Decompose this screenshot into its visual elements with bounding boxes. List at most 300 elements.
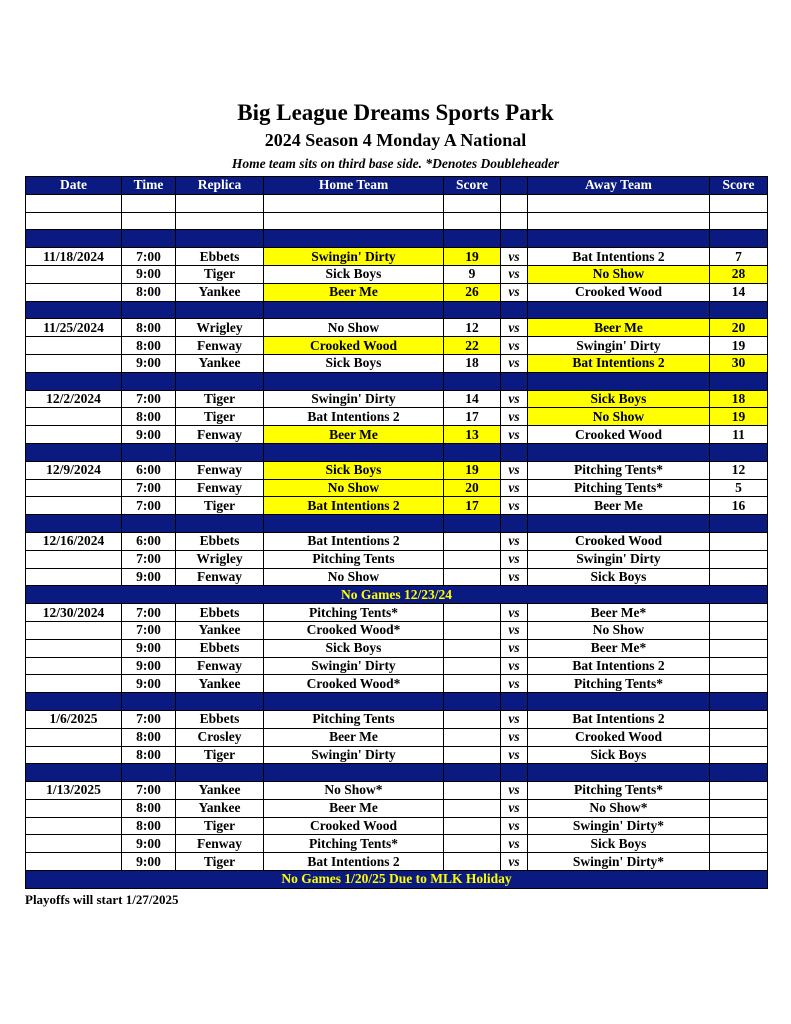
cell-home-score (444, 746, 501, 764)
cell-replica: Tiger (176, 408, 264, 426)
cell-away-team: No Show (528, 621, 710, 639)
game-row (26, 426, 768, 444)
cell-away-team: Swingin' Dirty* (528, 853, 710, 871)
game-row (26, 621, 768, 639)
schedule-note: Home team sits on third base side. *Denotes Doubleheader (231, 156, 560, 171)
cell-away-score: 7 (710, 248, 768, 266)
cell-date (26, 639, 122, 657)
separator-cell (528, 764, 710, 782)
cell-date (26, 675, 122, 693)
cell-time: 7:00 (122, 782, 176, 800)
separator-cell (501, 515, 528, 533)
cell-vs: vs (501, 835, 528, 853)
cell-time: 7:00 (122, 497, 176, 515)
cell-replica: Yankee (176, 283, 264, 301)
cell-time: 8:00 (122, 799, 176, 817)
cell-away-score: 5 (710, 479, 768, 497)
cell-date: 12/2/2024 (26, 390, 122, 408)
cell-date (26, 746, 122, 764)
cell-date (26, 497, 122, 515)
cell-time: 9:00 (122, 265, 176, 283)
separator-cell (122, 301, 176, 319)
cell-home-team: Pitching Tents (264, 710, 444, 728)
separator-cell (176, 230, 264, 248)
cell-time: 8:00 (122, 728, 176, 746)
cell-home-score (444, 675, 501, 693)
separator-row (26, 515, 768, 533)
page-title: Big League Dreams Sports Park (237, 100, 554, 125)
blank-cell (501, 212, 528, 230)
cell-home-team: Swingin' Dirty (264, 746, 444, 764)
cell-away-team: Crooked Wood (528, 728, 710, 746)
cell-away-team: Pitching Tents* (528, 461, 710, 479)
blank-cell (444, 212, 501, 230)
blank-cell (176, 194, 264, 212)
cell-home-score (444, 853, 501, 871)
cell-date: 11/18/2024 (26, 248, 122, 266)
cell-away-team: Swingin' Dirty (528, 337, 710, 355)
cell-home-score (444, 799, 501, 817)
header-date: Date (26, 177, 122, 195)
cell-replica: Yankee (176, 675, 264, 693)
cell-home-score (444, 621, 501, 639)
cell-time: 6:00 (122, 461, 176, 479)
cell-home-team: Pitching Tents* (264, 604, 444, 622)
cell-time: 7:00 (122, 621, 176, 639)
blank-row (26, 212, 768, 230)
separator-cell (122, 372, 176, 390)
cell-away-score: 11 (710, 426, 768, 444)
cell-replica: Tiger (176, 390, 264, 408)
separator-cell (176, 372, 264, 390)
game-row (26, 497, 768, 515)
cell-replica: Tiger (176, 817, 264, 835)
cell-vs: vs (501, 710, 528, 728)
game-row (26, 479, 768, 497)
cell-vs: vs (501, 337, 528, 355)
game-row (26, 550, 768, 568)
cell-date (26, 835, 122, 853)
separator-cell (444, 764, 501, 782)
cell-home-team: No Show (264, 568, 444, 586)
cell-home-team: Sick Boys (264, 639, 444, 657)
game-row (26, 835, 768, 853)
cell-time: 6:00 (122, 532, 176, 550)
cell-time: 7:00 (122, 550, 176, 568)
cell-home-score (444, 532, 501, 550)
cell-date: 11/25/2024 (26, 319, 122, 337)
cell-home-team: Swingin' Dirty (264, 657, 444, 675)
cell-home-team: Sick Boys (264, 265, 444, 283)
cell-away-team: Bat Intentions 2 (528, 354, 710, 372)
cell-home-score: 12 (444, 319, 501, 337)
cell-vs: vs (501, 354, 528, 372)
game-row (26, 675, 768, 693)
cell-time: 7:00 (122, 479, 176, 497)
cell-home-team: Crooked Wood (264, 337, 444, 355)
footer-note: Playoffs will start 1/27/2025 (25, 892, 179, 907)
cell-away-team: Beer Me* (528, 604, 710, 622)
cell-replica: Fenway (176, 657, 264, 675)
separator-cell (122, 443, 176, 461)
separator-cell (444, 443, 501, 461)
cell-away-team: Sick Boys (528, 835, 710, 853)
cell-vs: vs (501, 568, 528, 586)
notice-row (26, 586, 768, 604)
cell-date (26, 568, 122, 586)
cell-away-team: Bat Intentions 2 (528, 657, 710, 675)
separator-row (26, 693, 768, 711)
cell-date (26, 550, 122, 568)
cell-vs: vs (501, 853, 528, 871)
table-header-row (26, 177, 768, 195)
separator-cell (26, 515, 122, 533)
cell-date (26, 408, 122, 426)
cell-away-score (710, 675, 768, 693)
cell-away-team: Swingin' Dirty (528, 550, 710, 568)
separator-cell (264, 301, 444, 319)
cell-away-score: 19 (710, 408, 768, 426)
separator-cell (26, 372, 122, 390)
cell-home-score (444, 550, 501, 568)
cell-vs: vs (501, 604, 528, 622)
cell-date (26, 426, 122, 444)
cell-replica: Wrigley (176, 550, 264, 568)
cell-home-team: Bat Intentions 2 (264, 497, 444, 515)
separator-cell (501, 301, 528, 319)
separator-cell (444, 230, 501, 248)
cell-home-score (444, 817, 501, 835)
game-row (26, 408, 768, 426)
cell-time: 7:00 (122, 390, 176, 408)
cell-home-team: Pitching Tents* (264, 835, 444, 853)
notice-row (26, 871, 768, 889)
cell-date (26, 337, 122, 355)
game-row (26, 817, 768, 835)
cell-home-team: Pitching Tents (264, 550, 444, 568)
cell-replica: Fenway (176, 568, 264, 586)
cell-time: 9:00 (122, 639, 176, 657)
cell-away-score (710, 746, 768, 764)
cell-time: 8:00 (122, 408, 176, 426)
cell-home-score: 20 (444, 479, 501, 497)
header-time: Time (122, 177, 176, 195)
cell-replica: Fenway (176, 426, 264, 444)
cell-away-team: Sick Boys (528, 568, 710, 586)
cell-vs: vs (501, 639, 528, 657)
separator-cell (710, 230, 768, 248)
game-row (26, 853, 768, 871)
cell-time: 7:00 (122, 248, 176, 266)
cell-vs: vs (501, 728, 528, 746)
cell-time: 7:00 (122, 710, 176, 728)
separator-cell (176, 693, 264, 711)
cell-replica: Tiger (176, 265, 264, 283)
cell-home-score (444, 835, 501, 853)
separator-cell (710, 693, 768, 711)
separator-cell (528, 372, 710, 390)
separator-cell (176, 443, 264, 461)
blank-cell (122, 194, 176, 212)
separator-cell (176, 301, 264, 319)
cell-vs: vs (501, 265, 528, 283)
header-away-score: Score (710, 177, 768, 195)
cell-replica: Fenway (176, 479, 264, 497)
cell-away-team: Bat Intentions 2 (528, 248, 710, 266)
cell-away-score (710, 568, 768, 586)
cell-date: 1/13/2025 (26, 782, 122, 800)
cell-away-team: Crooked Wood (528, 426, 710, 444)
separator-cell (264, 764, 444, 782)
cell-away-score: 16 (710, 497, 768, 515)
separator-cell (444, 372, 501, 390)
cell-replica: Ebbets (176, 532, 264, 550)
game-row (26, 728, 768, 746)
cell-time: 7:00 (122, 604, 176, 622)
cell-vs: vs (501, 746, 528, 764)
cell-time: 9:00 (122, 354, 176, 372)
cell-vs: vs (501, 426, 528, 444)
separator-cell (710, 515, 768, 533)
separator-cell (710, 764, 768, 782)
separator-cell (264, 230, 444, 248)
cell-home-team: Bat Intentions 2 (264, 853, 444, 871)
cell-date: 12/9/2024 (26, 461, 122, 479)
cell-vs: vs (501, 248, 528, 266)
cell-replica: Yankee (176, 799, 264, 817)
cell-time: 9:00 (122, 568, 176, 586)
header-away-team: Away Team (528, 177, 710, 195)
cell-time: 9:00 (122, 853, 176, 871)
separator-cell (528, 693, 710, 711)
cell-vs: vs (501, 479, 528, 497)
cell-away-team: No Show (528, 265, 710, 283)
cell-replica: Fenway (176, 835, 264, 853)
cell-home-score: 18 (444, 354, 501, 372)
separator-cell (710, 372, 768, 390)
cell-home-score (444, 728, 501, 746)
separator-cell (501, 372, 528, 390)
cell-date: 12/30/2024 (26, 604, 122, 622)
separator-row (26, 301, 768, 319)
cell-away-score (710, 853, 768, 871)
game-row (26, 710, 768, 728)
game-row (26, 568, 768, 586)
cell-vs: vs (501, 283, 528, 301)
cell-away-score (710, 657, 768, 675)
cell-home-score: 14 (444, 390, 501, 408)
cell-vs: vs (501, 319, 528, 337)
cell-home-team: Sick Boys (264, 354, 444, 372)
cell-home-score (444, 710, 501, 728)
cell-replica: Ebbets (176, 639, 264, 657)
cell-vs: vs (501, 799, 528, 817)
cell-away-score: 28 (710, 265, 768, 283)
separator-cell (444, 515, 501, 533)
cell-home-team: Beer Me (264, 283, 444, 301)
cell-away-team: Crooked Wood (528, 532, 710, 550)
cell-replica: Ebbets (176, 710, 264, 728)
blank-cell (710, 212, 768, 230)
cell-home-score: 26 (444, 283, 501, 301)
cell-away-score: 19 (710, 337, 768, 355)
separator-cell (501, 443, 528, 461)
cell-vs: vs (501, 390, 528, 408)
cell-away-team: Bat Intentions 2 (528, 710, 710, 728)
cell-home-score (444, 568, 501, 586)
cell-time: 8:00 (122, 283, 176, 301)
cell-date (26, 265, 122, 283)
game-row (26, 390, 768, 408)
cell-away-score (710, 621, 768, 639)
cell-away-score (710, 817, 768, 835)
notice-text: No Games 12/23/24 (26, 586, 768, 604)
cell-home-team: No Show (264, 479, 444, 497)
game-row (26, 461, 768, 479)
separator-row (26, 443, 768, 461)
cell-away-team: Swingin' Dirty* (528, 817, 710, 835)
cell-replica: Ebbets (176, 604, 264, 622)
blank-cell (26, 194, 122, 212)
cell-home-score (444, 782, 501, 800)
cell-away-team: Pitching Tents* (528, 675, 710, 693)
cell-away-score (710, 728, 768, 746)
cell-date: 12/16/2024 (26, 532, 122, 550)
blank-cell (176, 212, 264, 230)
separator-cell (122, 230, 176, 248)
cell-date (26, 799, 122, 817)
cell-date (26, 657, 122, 675)
separator-cell (26, 693, 122, 711)
cell-date (26, 621, 122, 639)
separator-cell (710, 301, 768, 319)
separator-cell (501, 230, 528, 248)
separator-cell (122, 515, 176, 533)
cell-home-score: 13 (444, 426, 501, 444)
cell-date (26, 479, 122, 497)
cell-date (26, 728, 122, 746)
blank-cell (528, 212, 710, 230)
cell-home-team: No Show (264, 319, 444, 337)
cell-time: 9:00 (122, 835, 176, 853)
cell-away-score (710, 532, 768, 550)
cell-vs: vs (501, 461, 528, 479)
cell-date (26, 354, 122, 372)
cell-replica: Tiger (176, 746, 264, 764)
game-row (26, 799, 768, 817)
header-home-team: Home Team (264, 177, 444, 195)
cell-away-score (710, 604, 768, 622)
cell-away-score (710, 639, 768, 657)
cell-away-score: 12 (710, 461, 768, 479)
cell-away-score: 18 (710, 390, 768, 408)
game-row (26, 354, 768, 372)
blank-cell (444, 194, 501, 212)
cell-home-score: 17 (444, 497, 501, 515)
cell-replica: Ebbets (176, 248, 264, 266)
separator-cell (264, 372, 444, 390)
cell-replica: Tiger (176, 497, 264, 515)
game-row (26, 319, 768, 337)
cell-home-team: Beer Me (264, 728, 444, 746)
separator-cell (444, 301, 501, 319)
cell-home-team: Beer Me (264, 426, 444, 444)
separator-cell (176, 764, 264, 782)
cell-replica: Yankee (176, 782, 264, 800)
separator-cell (444, 693, 501, 711)
separator-cell (528, 230, 710, 248)
cell-replica: Fenway (176, 337, 264, 355)
cell-home-team: Crooked Wood (264, 817, 444, 835)
separator-cell (264, 515, 444, 533)
game-row (26, 248, 768, 266)
separator-cell (26, 443, 122, 461)
cell-vs: vs (501, 408, 528, 426)
blank-cell (264, 212, 444, 230)
game-row (26, 604, 768, 622)
cell-away-score (710, 799, 768, 817)
cell-time: 8:00 (122, 337, 176, 355)
cell-replica: Crosley (176, 728, 264, 746)
blank-cell (26, 212, 122, 230)
cell-away-team: Beer Me (528, 497, 710, 515)
separator-cell (528, 515, 710, 533)
cell-time: 8:00 (122, 746, 176, 764)
game-row (26, 532, 768, 550)
separator-cell (501, 764, 528, 782)
cell-away-score (710, 710, 768, 728)
cell-away-score (710, 835, 768, 853)
separator-cell (501, 693, 528, 711)
cell-replica: Yankee (176, 354, 264, 372)
cell-vs: vs (501, 675, 528, 693)
cell-away-score (710, 550, 768, 568)
cell-vs: vs (501, 532, 528, 550)
cell-time: 9:00 (122, 426, 176, 444)
cell-away-score: 30 (710, 354, 768, 372)
separator-cell (528, 301, 710, 319)
separator-cell (26, 764, 122, 782)
separator-cell (122, 764, 176, 782)
header-replica: Replica (176, 177, 264, 195)
separator-cell (176, 515, 264, 533)
cell-away-team: Sick Boys (528, 390, 710, 408)
cell-replica: Wrigley (176, 319, 264, 337)
game-row (26, 782, 768, 800)
cell-away-team: No Show (528, 408, 710, 426)
cell-home-team: Crooked Wood* (264, 675, 444, 693)
separator-row (26, 372, 768, 390)
cell-away-team: No Show* (528, 799, 710, 817)
separator-row (26, 230, 768, 248)
blank-cell (710, 194, 768, 212)
cell-home-score (444, 604, 501, 622)
separator-cell (264, 693, 444, 711)
game-row (26, 657, 768, 675)
cell-date (26, 853, 122, 871)
cell-vs: vs (501, 782, 528, 800)
cell-home-score (444, 639, 501, 657)
game-row (26, 639, 768, 657)
cell-replica: Yankee (176, 621, 264, 639)
blank-row (26, 194, 768, 212)
notice-text: No Games 1/20/25 Due to MLK Holiday (26, 871, 768, 889)
separator-cell (26, 230, 122, 248)
cell-date (26, 817, 122, 835)
cell-home-score: 9 (444, 265, 501, 283)
cell-vs: vs (501, 497, 528, 515)
cell-date: 1/6/2025 (26, 710, 122, 728)
